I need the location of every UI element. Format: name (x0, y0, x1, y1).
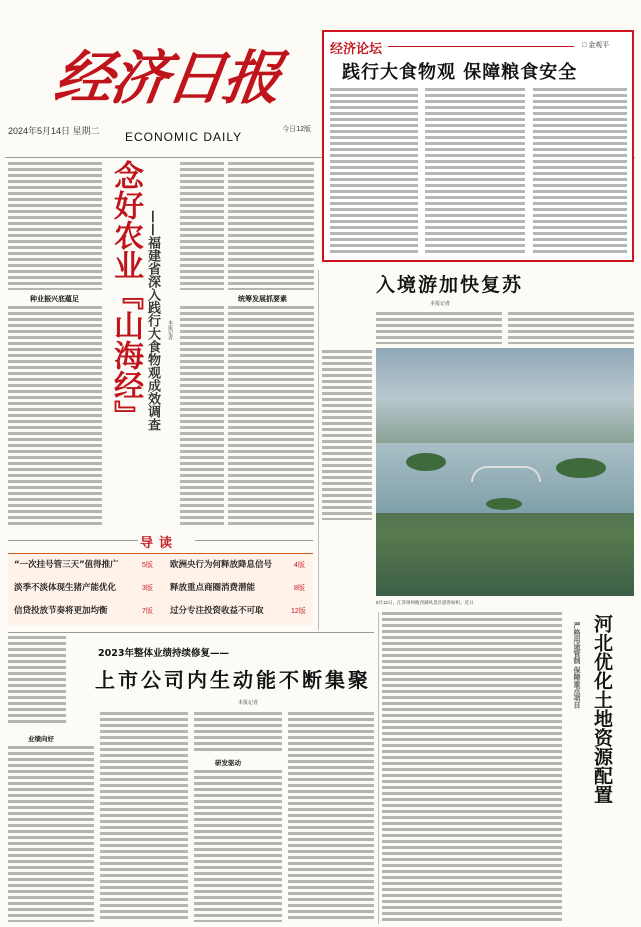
page-count: 今日12版 (282, 126, 311, 133)
bottom-body-col4 (288, 712, 374, 922)
feature-vertical-headline: 念好农业『山海经』 (108, 160, 143, 430)
bottom-body-col2 (100, 712, 188, 922)
photo-caption: 5月12日，江苏扬州瘦西湖风景区游客如织。近日 (376, 600, 474, 605)
bottom-left-brief (8, 636, 66, 726)
tourism-body-a (376, 312, 502, 344)
daodu-page-1: 5版 (142, 562, 153, 569)
commentary-body-col3 (533, 88, 627, 256)
feature-author: 本报记者 (167, 320, 173, 340)
daodu-item-2[interactable]: 欧洲央行为何释放降息信号 (170, 560, 273, 570)
daodu-page-3: 3版 (142, 585, 153, 592)
bottom-kicker: 2023年整体业绩持续修复—— (98, 648, 229, 659)
tourism-body-b (508, 312, 634, 344)
feature-body-col1-a (8, 162, 102, 290)
masthead-title: 经济日报 (50, 44, 284, 112)
hebei-body (382, 612, 562, 922)
bottom-body-col1 (8, 746, 94, 922)
feature-body-col2-b (180, 306, 224, 526)
daodu-page-2: 4版 (294, 562, 305, 569)
feature-subhead-2: 统筹发展抓要素 (238, 295, 287, 303)
daodu-rule-right (195, 540, 313, 541)
bottom-body-col3-b (194, 770, 282, 922)
feature-body-col2-a (180, 162, 224, 290)
daodu-item-4[interactable]: 释放重点商圈消费潜能 (170, 583, 256, 593)
daodu-item-5[interactable]: 信贷投放节奏将更加均衡 (14, 606, 108, 616)
feature-subhead-1: 种业振兴底蕴足 (30, 295, 79, 303)
bottom-rule (8, 632, 374, 633)
feature-body-col3-a (228, 162, 314, 290)
issue-date: 2024年5月14日 星期二 (8, 126, 100, 136)
hebei-vertical-headline: 河北优化土地资源配置 (591, 614, 613, 804)
commentary-body-col1 (330, 88, 418, 256)
commentary-headline: 践行大食物观 保障粮食安全 (342, 62, 578, 83)
tourism-byline: 本报记者 (430, 301, 451, 307)
middle-body-col (322, 350, 372, 520)
column-divider (318, 270, 319, 630)
daodu-page-6: 12版 (291, 608, 306, 615)
masthead-english: ECONOMIC DAILY (125, 130, 243, 144)
column-tag: 经济论坛 (330, 41, 383, 56)
column-rule (388, 46, 574, 47)
bottom-sub-2: 研发驱动 (215, 759, 241, 767)
daodu-title: 导读 (140, 536, 179, 551)
feature-body-col3-b (228, 306, 314, 526)
tourism-photo (376, 348, 634, 596)
bottom-headline: 上市公司内生动能不断集聚 (95, 668, 371, 692)
daodu-item-6[interactable]: 过分专注投资收益不可取 (170, 606, 264, 616)
bottom-sub-1: 业绩向好 (28, 735, 54, 743)
bottom-body-col3-a (194, 712, 282, 752)
tourism-headline: 入境游加快复苏 (376, 274, 524, 296)
hebei-vertical-subtitle: 严格用途管制 保障重点项目 (573, 622, 581, 709)
daodu-rule-left (8, 540, 138, 541)
commentary-byline: □ 金观平 (582, 42, 610, 49)
daodu-page-5: 7版 (142, 608, 153, 615)
bottom-byline: 本报记者 (238, 700, 259, 706)
daodu-item-1[interactable]: “一次挂号管三天”值得推广 (14, 560, 119, 570)
bottom-right-divider (378, 612, 379, 924)
daodu-page-4: 8版 (294, 585, 305, 592)
feature-body-col1-b (8, 306, 102, 526)
feature-vertical-subtitle: ——福建省深入践行大食物观成效调查 (145, 210, 160, 431)
commentary-body-col2 (425, 88, 525, 256)
daodu-item-3[interactable]: 淡季不淡体现生猪产能优化 (14, 583, 117, 593)
